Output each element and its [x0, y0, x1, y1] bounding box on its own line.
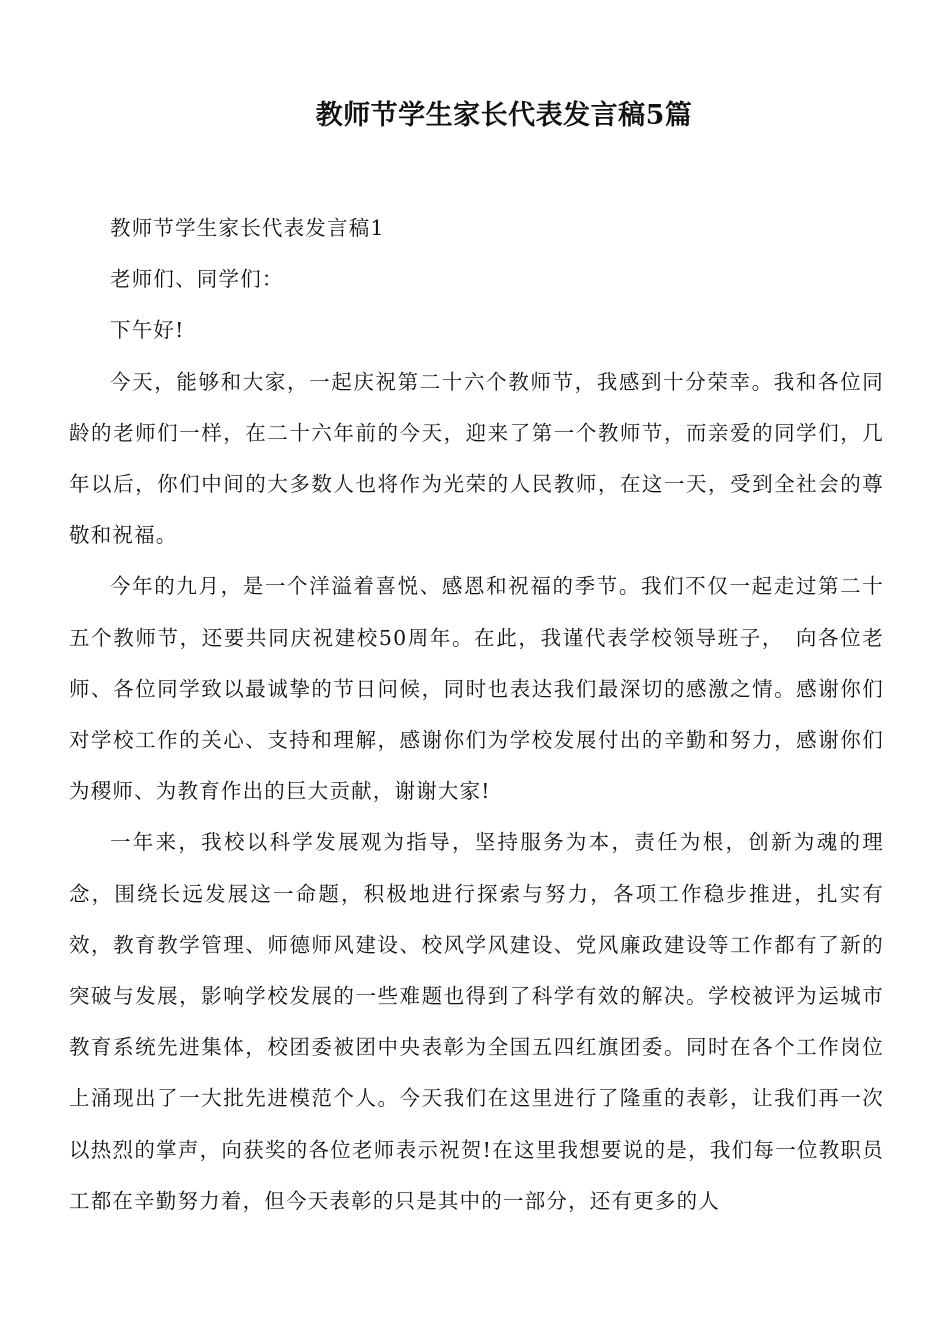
salutation: 老师们、同学们： — [110, 267, 284, 292]
body-paragraph: 今年的九月，是一个洋溢着喜悦、感恩和祝福的季节。我们不仅一起走过第二十五个教师节，还要共同庆祝建校50周年。在此，我谨代表学校领导班子， 向各位老师、各位同学致以最诚挚的节日问候，同时也表达我们最深切的感激之情。感谢你们对学校工作的关心、支持和理解，感谢你们为学校发展付出的辛勤和努力，感谢你们为稷师、为教育作出的巨大贡献，谢谢大家! — [69, 574, 884, 804]
body-paragraph: 一年来，我校以科学发展观为指导，坚持服务为本，责任为根，创新为魂的理念，围绕长远发展这一命题，积极地进行探索与努力，各项工作稳步推进，扎实有效，教育教学管理、师德师风建设、校风学风建设、党风廉政建设等工作都有了新的突破与发展，影响学校发展的一些难题也得到了科学有效的解决。学校被评为运城市教育系统先进集体，校团委被团中央表彰为全国五四红旗团委。同时在各个工作岗位上涌现出了一大批先进模范个人。今天我们在这里进行了隆重的表彰，让我们再一次以热烈的掌声，向获奖的各位老师表示祝贺!在这里我想要说的是，我们每一位教职员工都在辛勤努力着，但今天表彰的只是其中的一部分，还有更多的人 — [69, 830, 884, 1213]
body-paragraph: 今天，能够和大家，一起庆祝第二十六个教师节，我感到十分荣幸。我和各位同龄的老师们一样，在二十六年前的今天，迎来了第一个教师节，而亲爱的同学们，几年以后，你们中间的大多数人也将作为光荣的人民教师，在这一天，受到全社会的尊敬和祝福。 — [69, 369, 884, 548]
document-title: 教师节学生家长代表发言稿5篇 — [315, 100, 693, 131]
section-heading: 教师节学生家长代表发言稿1 — [110, 216, 385, 240]
document-body — [69, 203, 884, 1227]
greeting: 下午好! — [110, 318, 185, 343]
